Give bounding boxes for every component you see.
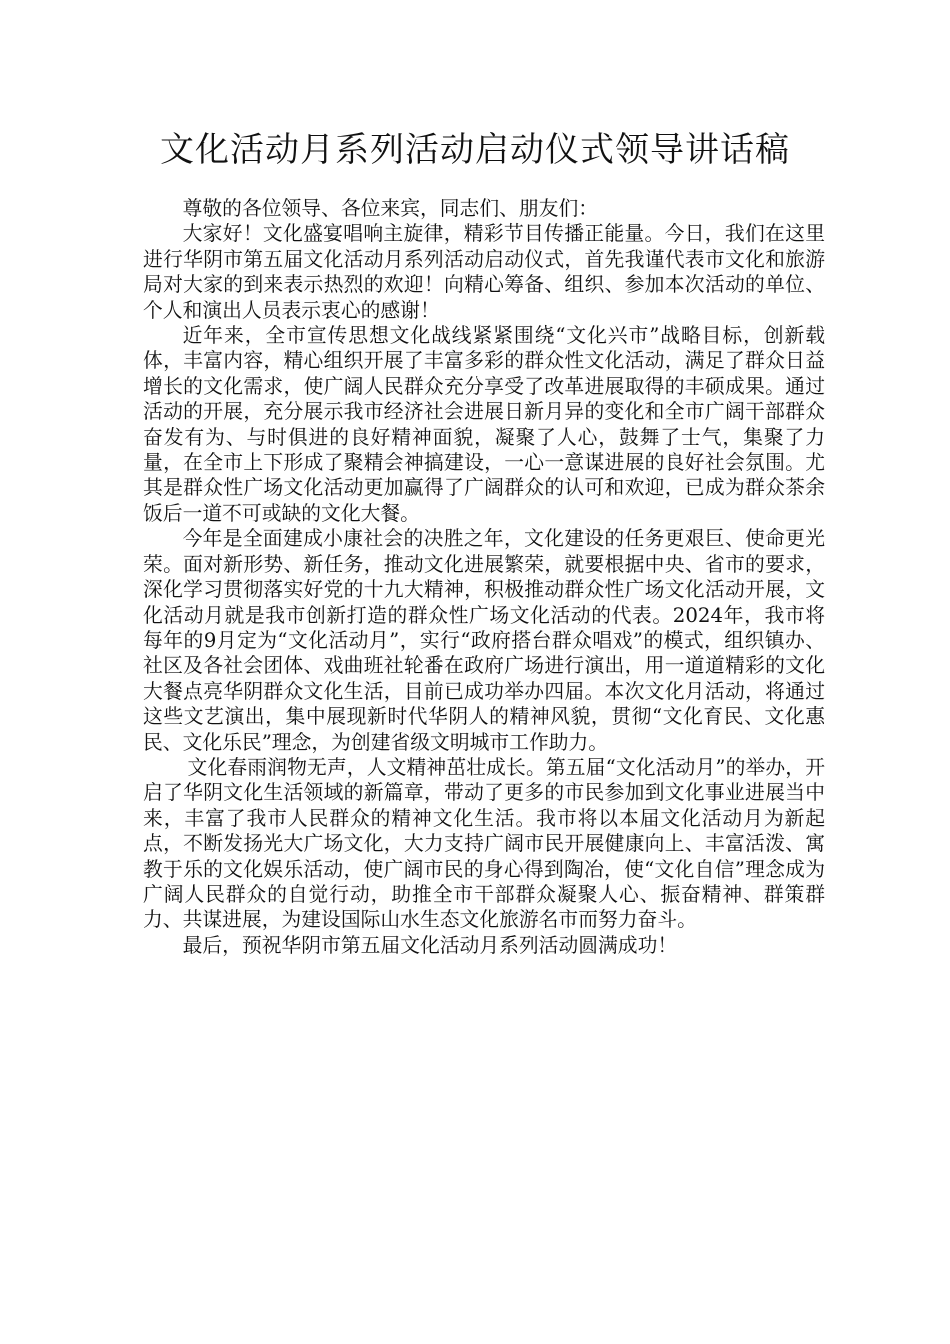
outlook-paragraph: 文化春雨润物无声，人文精神茁壮成长。第五届“文化活动月”的举办，开启了华阴文化生活领域的新篇章，带动了更多的市民参加到文化事业进展当中来，丰富了我市人民群众的精神文化生活。我市将以本届文化活动月为新起点，不断发扬光大广场文化，大力支持广阔市民开展健康向上、丰富活泼、寓教于乐的文化娱乐活动，使广阔市民的身心得到陶冶，使“文化自信”理念成为广阔人民群众的自觉行动，助推全市干部群众凝聚人心、振奋精神、群策群力、共谋进展，为建设国际山水生态文化旅游名市而努力奋斗。 [143, 755, 825, 932]
achievements-paragraph: 近年来，全市宣传思想文化战线紧紧围绕“文化兴市”战略目标，创新载体，丰富内容，精心组织开展了丰富多彩的群众性文化活动，满足了群众日益增长的文化需求，使广阔人民群众充分享受了改革进展取得的丰硕成果。通过活动的开展，充分展示我市经济社会进展日新月异的变化和全市广阔干部群众奋发有为、与时俱进的良好精神面貌，凝聚了人心，鼓舞了士气，集聚了力量，在全市上下形成了聚精会神搞建设，一心一意谋进展的良好社会氛围。尤其是群众性广场文化活动更加赢得了广阔群众的认可和欢迎，已成为群众茶余饭后一道不可或缺的文化大餐。 [143, 324, 825, 525]
salutation-paragraph: 尊敬的各位领导、各位来宾，同志们、朋友们： [182, 197, 599, 220]
closing-paragraph: 最后，预祝华阴市第五届文化活动月系列活动圆满成功！ [182, 933, 678, 957]
greeting-paragraph: 大家好！文化盛宴唱响主旋律，精彩节目传播正能量。今日，我们在这里进行华阴市第五届文化活动月系列活动启动仪式，首先我谨代表市文化和旅游局对大家的到来表示热烈的欢迎！向精心筹备、组织、参加本次活动的单位、个人和演出人员表示衷心的感谢！ [143, 222, 825, 322]
this-year-paragraph: 今年是全面建成小康社会的决胜之年，文化建设的任务更艰巨、使命更光荣。面对新形势、新任务，推动文化进展繁荣，就要根据中央、省市的要求，深化学习贯彻落实好党的十九大精神，积极推动群众性广场文化活动开展，文化活动月就是我市创新打造的群众性广场文化活动的代表。2024年，我市将每年的9月定为“文化活动月”，实行“政府搭台群众唱戏”的模式，组织镇办、社区及各社会团体、戏曲班社轮番在政府广场进行演出，用一道道精彩的文化大餐点亮华阴群众文化生活，目前已成功举办四届。本次文化月活动，将通过这些文艺演出，集中展现新时代华阴人的精神风貌，贯彻“文化育民、文化惠民、文化乐民”理念，为创建省级文明城市工作助力。 [143, 527, 825, 754]
document-title: 文化活动月系列活动启动仪式领导讲话稿 [160, 130, 790, 170]
document-body [143, 196, 825, 958]
